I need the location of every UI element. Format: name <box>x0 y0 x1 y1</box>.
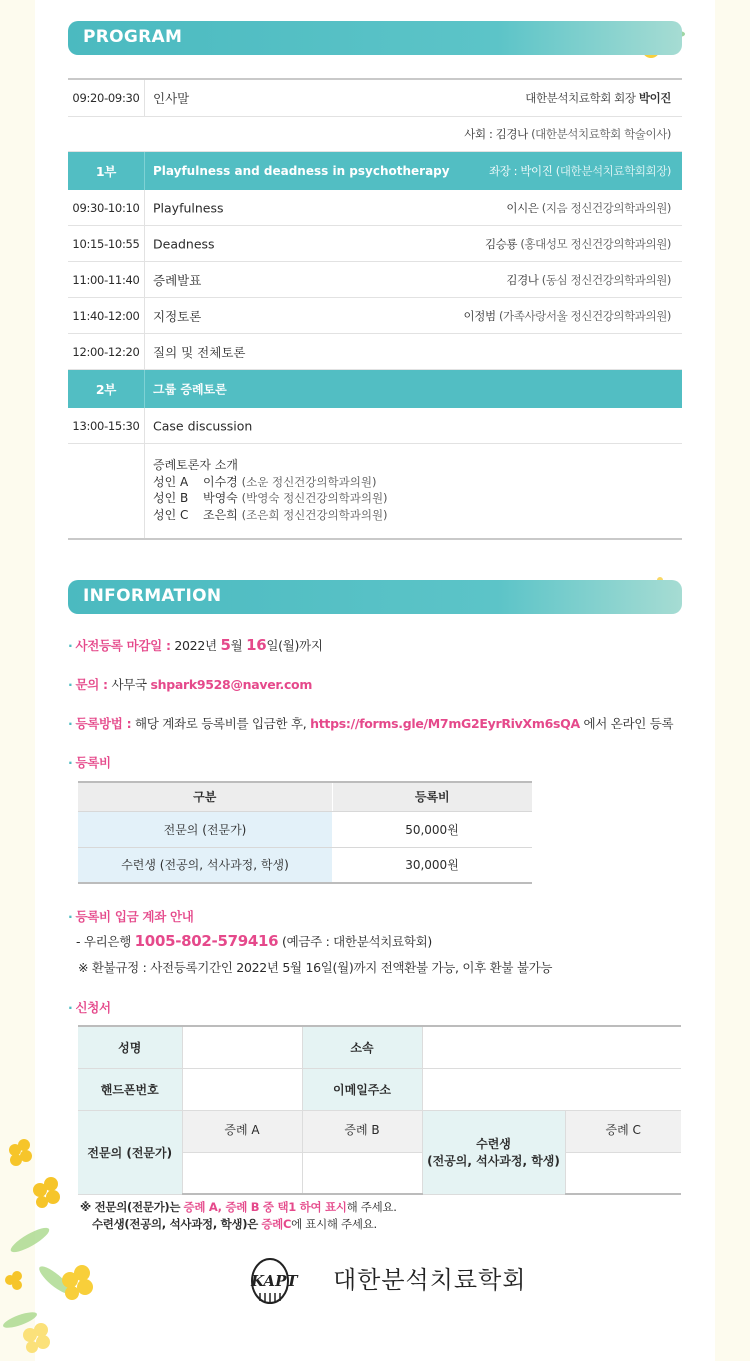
phone-field[interactable] <box>182 1068 302 1110</box>
row-time: 12:00-12:20 <box>68 334 145 369</box>
table-row <box>78 847 532 883</box>
org-name: 대한분석치료학회 <box>333 1266 527 1294</box>
discussant-list <box>153 457 388 523</box>
fee-header-amount: 등록비 <box>332 782 532 811</box>
contact-line: · 문의 : 사무국 shpark9528@naver.com <box>68 677 313 692</box>
case-c-checkbox[interactable] <box>565 1152 681 1194</box>
list-item: 성인 B 박영숙 (박영숙 정신건강의학과의원) <box>153 491 388 505</box>
kapt-logo-icon <box>248 1255 320 1307</box>
information-header: INFORMATION <box>83 586 222 606</box>
list-item: 성인 C 조은희 (조은희 정신건강의학과의원) <box>153 507 388 522</box>
fee-amount: 30,000원 <box>332 847 532 883</box>
case-a-checkbox[interactable] <box>182 1152 302 1194</box>
fee-header-category: 구분 <box>78 782 332 811</box>
session-1-header <box>68 152 682 190</box>
case-b-label: 증례 B <box>302 1110 422 1152</box>
table-row <box>68 190 682 226</box>
row-time: 09:20-09:30 <box>68 80 145 116</box>
table-row <box>68 80 682 117</box>
account-line: - 우리은행 1005-802-579416 (예금주 : 대한분석치료학회) <box>76 932 432 950</box>
row-title: Case discussion <box>153 418 253 433</box>
case-b-checkbox[interactable] <box>302 1152 422 1194</box>
fee-amount: 50,000원 <box>332 811 532 847</box>
case-a-label: 증례 A <box>182 1110 302 1152</box>
application-label: · 신청서 <box>68 1000 111 1015</box>
trainee-label: 수련생 (전공의, 석사과정, 학생) <box>422 1110 565 1194</box>
table-row <box>78 811 532 847</box>
program-header-bar <box>68 21 682 55</box>
row-time: 2부 <box>68 370 145 408</box>
fee-category: 수련생 (전공의, 석사과정, 학생) <box>78 847 332 883</box>
table-row <box>68 408 682 444</box>
fee-label: · 등록비 <box>68 755 111 770</box>
table-row <box>68 298 682 334</box>
affiliation-field[interactable] <box>422 1026 681 1068</box>
account-label: · 등록비 입금 계좌 안내 <box>68 909 194 924</box>
name-label: 성명 <box>78 1026 182 1068</box>
row-time: 10:15-10:55 <box>68 226 145 261</box>
row-time <box>68 444 145 538</box>
row-title: 그룹 증례토론 <box>153 382 227 397</box>
row-speaker: 김경나 (동심 정신건강의학과의원) <box>506 272 671 287</box>
row-time: 1부 <box>68 152 145 190</box>
row-title: 질의 및 전체토론 <box>153 344 246 360</box>
program-table <box>68 78 682 540</box>
application-note: ※ 전문의(전문가)는 증례 A, 증례 B 중 택1 하여 표시해 주세요. 수련생(전공의, 석사과정, 학생)은 증례C에 표시해 주세요. <box>80 1200 397 1231</box>
discussant-heading: 증례토론자 소개 <box>153 458 238 472</box>
row-title: Playfulness and deadness in psychotherapy <box>153 164 450 178</box>
row-speaker: 이시은 (지음 정신건강의학과의원) <box>506 200 671 215</box>
affiliation-label: 소속 <box>302 1026 422 1068</box>
row-speaker: 사회 : 김경나 (대한분석치료학회 학술이사) <box>464 127 671 141</box>
row-speaker: 이정범 (가족사랑서울 정신건강의학과의원) <box>463 308 671 323</box>
fee-table <box>78 781 532 884</box>
row-title: 증례발표 <box>153 272 202 288</box>
phone-label: 핸드폰번호 <box>78 1068 182 1110</box>
discussion-row <box>68 444 682 538</box>
deadline-line: · 사전등록 마감일 : 2022년 5월 16일(월)까지 <box>68 636 323 654</box>
refund-policy: ※ 환불규정 : 사전등록기간인 2022년 5월 16일(월)까지 전액환불 가능, 이후 환불 불가능 <box>78 960 553 975</box>
row-title: 인사말 <box>153 91 190 106</box>
row-time: 11:00-11:40 <box>68 262 145 297</box>
application-form <box>78 1025 681 1195</box>
row-speaker: 대한분석치료학회 회장 박이진 <box>525 91 671 105</box>
row-title: 지정토론 <box>153 308 202 324</box>
row-speaker: 좌장 : 박이진 (대한분석치료학회회장) <box>488 164 671 178</box>
row-speaker: 김승룡 (홍대성모 정신건강의학과의원) <box>484 236 671 251</box>
information-header-bar <box>68 580 682 614</box>
registration-form-link[interactable]: https://forms.gle/M7mG2EyrRivXm6sQA <box>310 716 580 731</box>
specialist-label: 전문의 (전문가) <box>78 1110 182 1194</box>
program-header: PROGRAM <box>83 27 183 47</box>
table-row <box>68 262 682 298</box>
list-item: 성인 A 이수경 (소운 정신건강의학과의원) <box>153 474 377 489</box>
email-field[interactable] <box>422 1068 681 1110</box>
case-c-label: 증례 C <box>565 1110 681 1152</box>
table-row <box>68 334 682 370</box>
session-2-header <box>68 370 682 408</box>
row-time: 13:00-15:30 <box>68 408 145 443</box>
name-field[interactable] <box>182 1026 302 1068</box>
row-time: 09:30-10:10 <box>68 190 145 225</box>
table-row <box>68 117 682 152</box>
logo-mark-text: KAPT <box>251 1272 298 1290</box>
table-row <box>68 226 682 262</box>
fee-category: 전문의 (전문가) <box>78 811 332 847</box>
contact-email-link[interactable]: shpark9528@naver.com <box>150 677 313 692</box>
row-title: Playfulness <box>153 200 224 215</box>
row-title: Deadness <box>153 236 215 251</box>
email-label: 이메일주소 <box>302 1068 422 1110</box>
row-time: 11:40-12:00 <box>68 298 145 333</box>
method-line: · 등록방법 : 해당 계좌로 등록비를 입금한 후, https://forms.gle/M7mG2EyrRivXm6sQA 에서 온라인 등록 <box>68 716 674 731</box>
